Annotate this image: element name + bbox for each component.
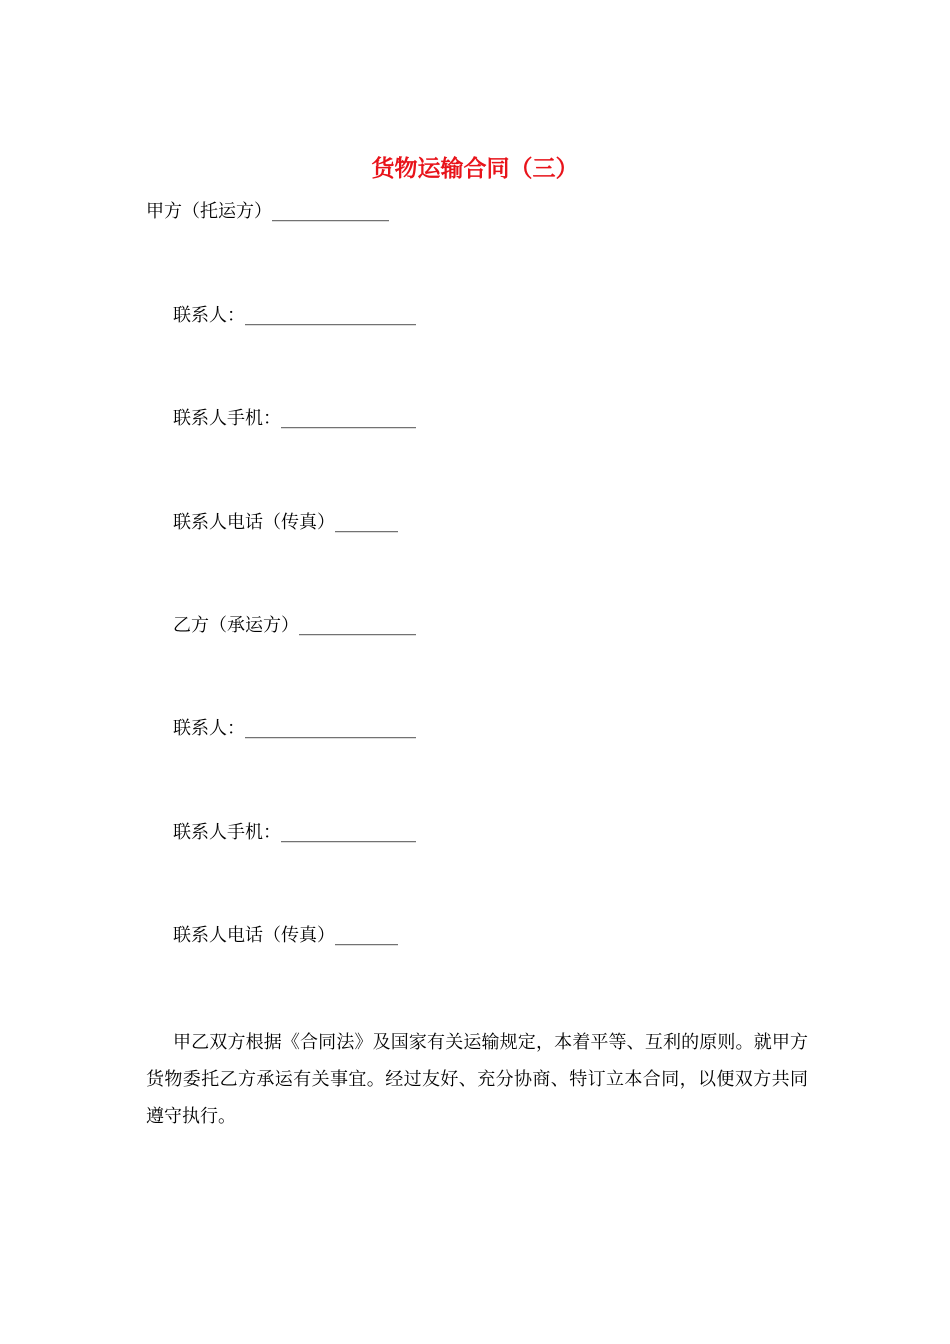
document-title: 货物运输合同（三） xyxy=(371,155,579,182)
party-b-line: 乙方（承运方）_____________ xyxy=(173,615,416,636)
party-a-line: 甲方（托运方）_____________ xyxy=(146,201,389,222)
party-a-contact-line: 联系人：___________________ xyxy=(173,305,416,326)
party-b-contact-line: 联系人：___________________ xyxy=(173,718,416,739)
party-a-mobile-line: 联系人手机：_______________ xyxy=(173,408,416,429)
party-b-mobile-line: 联系人手机：_______________ xyxy=(173,822,416,843)
party-b-phone-fax-line: 联系人电话（传真）_______ xyxy=(173,925,398,946)
party-a-phone-fax-line: 联系人电话（传真）_______ xyxy=(173,512,398,533)
intro-paragraph: 甲乙双方根据《合同法》及国家有关运输规定，本着平等、互利的原则。就甲方货物委托乙方承运有关事宜。经过友好、充分协商、特订立本合同，以便双方共同遵守执行。 xyxy=(146,1032,808,1127)
